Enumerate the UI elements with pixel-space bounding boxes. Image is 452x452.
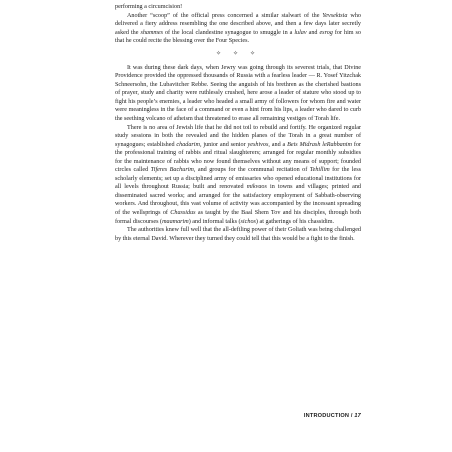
italic-term: lulav bbox=[294, 29, 307, 36]
italic-term: Chassidus bbox=[170, 210, 196, 217]
text-run: , junior and senior bbox=[199, 141, 248, 148]
text-run: performing a circumcision! bbox=[115, 4, 183, 10]
separator-star-icon: ✧ bbox=[232, 49, 244, 57]
separator-star-icon: ✧ bbox=[249, 49, 260, 57]
italic-term: yeshivos bbox=[247, 141, 269, 148]
text-column bbox=[115, 3, 361, 243]
page-number: 17 bbox=[354, 413, 361, 419]
italic-term: Tiferes Bachurim bbox=[150, 167, 194, 174]
paragraph-rebuild-and-fortify bbox=[115, 124, 361, 227]
italic-term: maamarim bbox=[162, 218, 189, 225]
footer-section-title: INTRODUCTION / bbox=[303, 413, 355, 419]
text-run: ) at gatherings of his chassidim. bbox=[255, 218, 335, 225]
paragraph-goliath-and-david bbox=[115, 226, 361, 243]
italic-term: Beis Midrash leRabbanim bbox=[287, 141, 352, 148]
paragraph-opening-fragment bbox=[115, 3, 361, 12]
italic-term: sichos bbox=[240, 218, 256, 225]
text-run: , and groups for the communal recitation of bbox=[193, 167, 310, 174]
text-run: in towns and villages; printed and disseminated sacred works; and arranged for the satisfactory employment of Sabbath-observing workers. And throughout, this vast volume of activity was accompanied by the incessant spreading of the wellsprings of bbox=[115, 184, 362, 217]
text-run: It was during these dark days, when Jewry was going through its severest trials, that Divine Providence provided the oppressed thousands of Russia with a fearless leader — R. Yosef Yitzchak Schneersohn, the Lubavitcher Rebbe. Seeing the anguish of his brethren as the cherished bastions of prayer, study and charity were ruthlessly crushed, here arose a leader of stature who stood up to fight his people’s enemies, a leader who headed a small army of followers for whom fire and water were meaningless in the face of a command or even a hint from his lips, a leader who dared to curb the seething volcano of atheism that threatened to erase all remaining vestiges of Torah life. bbox=[115, 64, 361, 123]
italic-term: shammes bbox=[140, 29, 163, 36]
separator-star-icon: ✧ bbox=[216, 49, 227, 57]
italic-term: chadarim bbox=[176, 141, 200, 148]
running-footer bbox=[115, 412, 361, 420]
text-run: for him so that he could recite the blessing over the Four Species. bbox=[115, 29, 361, 45]
text-run: The authorities knew full well that the all-defiling power of their Goliath was being challenged by this eternal David. Wherever they turned they could tell that this would be a fight to the finish. bbox=[115, 227, 361, 242]
italic-term: esrog bbox=[319, 29, 333, 36]
text-run: and bbox=[306, 29, 320, 36]
italic-term: Tehillim bbox=[309, 167, 330, 174]
text-run: for the less scholarly elements; set up a disciplined army of emissaries who opened educational institutions for all levels throughout Russia; built and renovated bbox=[115, 167, 361, 191]
text-run: of the local clandestine synagogue to smuggle in a bbox=[162, 29, 295, 36]
text-run: for the professional training of rabbis and ritual slaughterers; arranged for regular monthly subsidies for the maintenance of rabbis who now found themselves without any means of support; founded circles called bbox=[115, 141, 361, 174]
text-run: as taught by the Baal Shem Tov and his disciples, through both formal discourses ( bbox=[115, 210, 362, 225]
paragraph-dark-days bbox=[115, 64, 361, 124]
text-run: , and a bbox=[268, 141, 288, 148]
paragraph-yevsektsia-scoop bbox=[115, 12, 361, 46]
section-separator bbox=[115, 50, 361, 58]
text-run: There is no area of Jewish life that he did not toil to rebuild and fortify. He organized regular study sessions in both the revealed and the hidden planes of the Torah in a great number of synagogues; established bbox=[115, 124, 361, 148]
italic-term: mikvaos bbox=[246, 184, 267, 191]
text-run: Another “scoop” of the official press concerned a similar stalwart of the bbox=[127, 12, 323, 19]
text-run: ) and informal talks ( bbox=[188, 218, 241, 225]
text-run: who delivered a fiery address resembling the one described above, and then a few days later secretly asked the bbox=[115, 12, 361, 36]
italic-term: Yevsektsia bbox=[322, 12, 348, 19]
